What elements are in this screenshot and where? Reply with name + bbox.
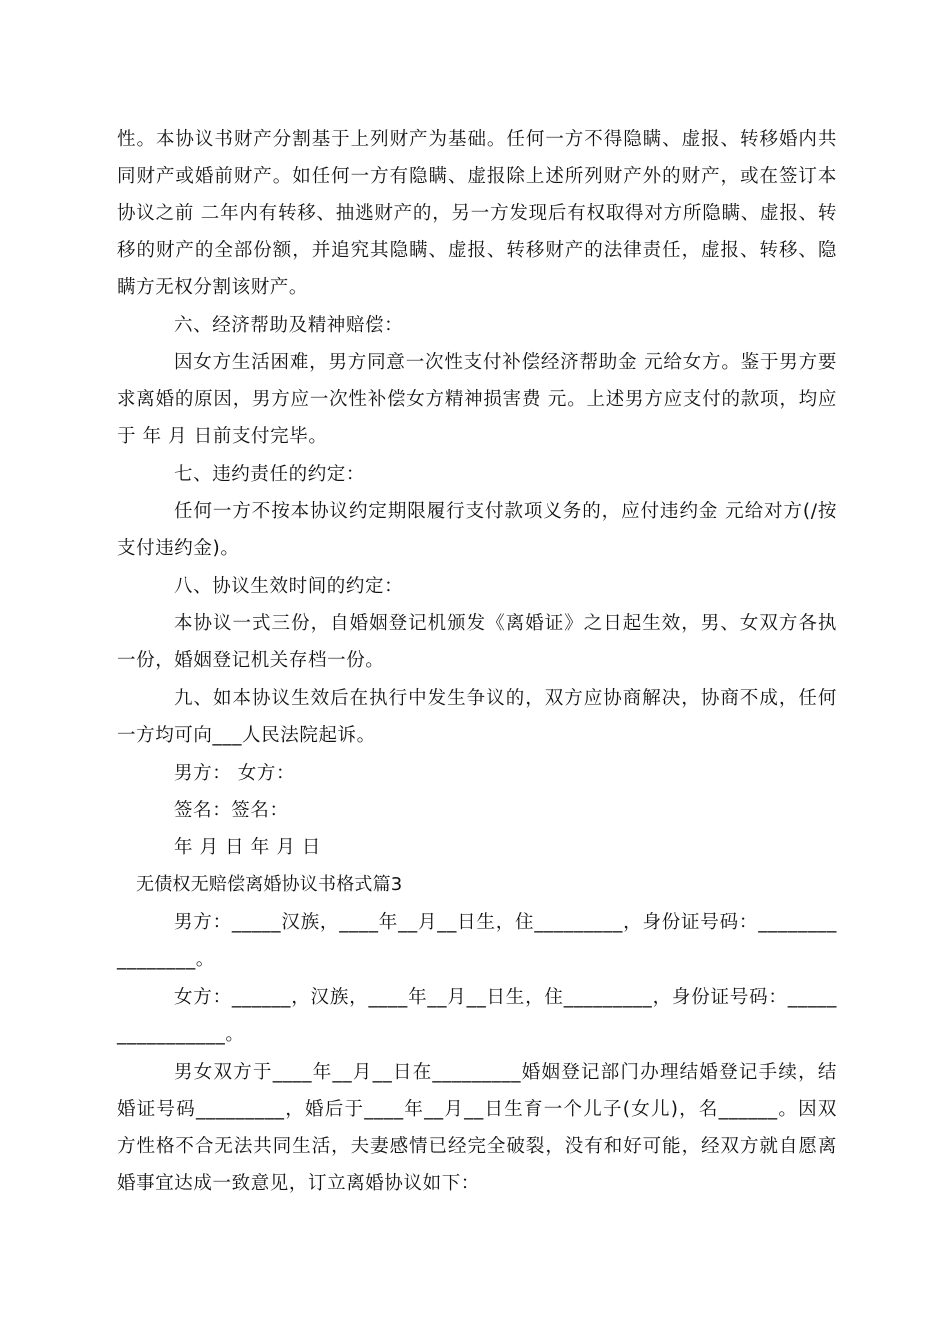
form-line: 男方：_____汉族，____年__月__日生，住_________，身份证号码：________ bbox=[174, 912, 837, 933]
paragraph-line: 于 年 月 日前支付完毕。 bbox=[117, 426, 328, 447]
paragraph-line: 九、如本协议生效后在执行中发生争议的，双方应协商解决，协商不成，任何 bbox=[174, 688, 837, 709]
article-title: 无债权无赔偿离婚协议书格式篇3 bbox=[136, 874, 403, 895]
paragraph-line: 本协议一式三份，自婚姻登记机颁发《离婚证》之日起生效，男、女双方各执 bbox=[174, 613, 837, 634]
paragraph-line: 支付违约金)。 bbox=[117, 538, 240, 559]
form-line: 女方：______，汉族，____年__月__日生，住_________，身份证号码：_____ bbox=[174, 987, 837, 1008]
paragraph-line: 一方均可向___人民法院起诉。 bbox=[117, 725, 376, 746]
section-heading: 八、协议生效时间的约定： bbox=[174, 576, 404, 597]
signature-name-line: 签名：签名： bbox=[174, 800, 289, 821]
paragraph-line: 同财产或婚前财产。如任何一方有隐瞒、虚报除上述所列财产外的财产，或在签订本 bbox=[117, 166, 837, 187]
paragraph-line: 婚证号码_________，婚后于____年__月__日生育一个儿子(女儿)，名______。因双 bbox=[117, 1099, 837, 1120]
paragraph-line: 移的财产的全部份额，并追究其隐瞒、虚报、转移财产的法律责任，虚报、转移、隐 bbox=[117, 240, 837, 261]
form-line: ________。 bbox=[117, 949, 215, 970]
paragraph-line: 性。本协议书财产分割基于上列财产为基础。任何一方不得隐瞒、虚报、转移婚内共 bbox=[117, 129, 837, 150]
signature-date-line: 年 月 日 年 月 日 bbox=[174, 837, 322, 858]
paragraph-line: 求离婚的原因，男方应一次性补偿女方精神损害费 元。上述男方应支付的款项，均应 bbox=[117, 389, 837, 410]
form-line: ___________。 bbox=[117, 1024, 245, 1045]
paragraph-line: 方性格不合无法共同生活，夫妻感情已经完全破裂，没有和好可能，经双方就自愿离 bbox=[117, 1136, 837, 1157]
paragraph-line: 协议之前 二年内有转移、抽逃财产的，另一方发现后有权取得对方所隐瞒、虚报、转 bbox=[117, 203, 837, 224]
paragraph-line: 瞒方无权分割该财产。 bbox=[117, 277, 309, 298]
section-heading: 七、违约责任的约定： bbox=[174, 464, 366, 485]
signature-party-line: 男方： 女方： bbox=[174, 763, 296, 784]
paragraph-line: 婚事宜达成一致意见，订立离婚协议如下： bbox=[117, 1173, 480, 1194]
paragraph-line: 因女方生活困难，男方同意一次性支付补偿经济帮助金 元给女方。鉴于男方要 bbox=[174, 352, 837, 373]
section-heading: 六、经济帮助及精神赔偿： bbox=[174, 315, 404, 336]
paragraph-line: 男女双方于____年__月__日在_________婚姻登记部门办理结婚登记手续，结 bbox=[174, 1062, 837, 1083]
paragraph-line: 任何一方不按本协议约定期限履行支付款项义务的，应付违约金 元给对方(/按 bbox=[174, 501, 837, 522]
paragraph-line: 一份，婚姻登记机关存档一份。 bbox=[117, 650, 385, 671]
